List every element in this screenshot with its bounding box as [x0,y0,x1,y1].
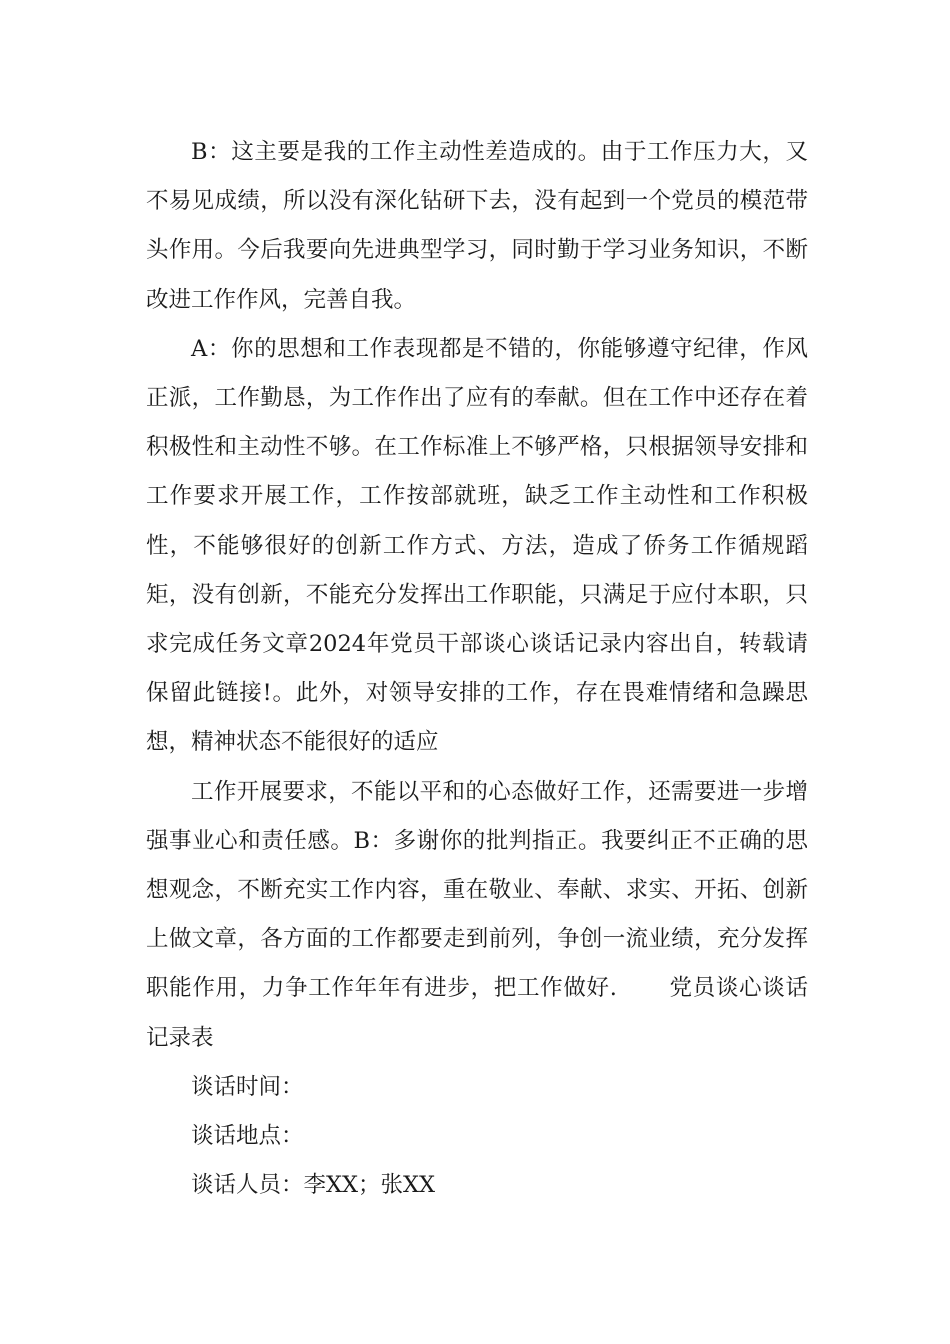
record-table-heading: 党员谈心谈话记录表 [146,975,808,1051]
talk-time-field: 谈话时间： [191,1073,304,1100]
talk-location-field: 谈话地点： [191,1123,304,1150]
paragraph-b-reply: B：这主要是我的工作主动性差造成的。由于工作压力大，又不易见成绩，所以没有深化钻研下去，没有起到一个党员的模范带头作用。今后我要向先进典型学习，同时勤于学习业务知识，不断改进工作作风，完善自我。 [146,139,808,313]
paragraph-work-requirements-text: 工作开展要求，不能以平和的心态做好工作，还需要进一步增强事业心和责任感。B：多谢你的批判指正。我要纠正不正确的思想观念，不断充实工作内容，重在敬业、奉献、求实、开拓、创新上做文章，各方面的工作都要走到前列，争创一流业绩，充分发挥职能作用，力争工作年年有进步，把工作做好. [146,778,808,1002]
talk-participants-field: 谈话人员：李XX；张XX [191,1172,436,1199]
paragraph-work-requirements [146,768,808,1063]
document-page [146,128,808,1210]
paragraph-a-comment: A：你的思想和工作表现都是不错的，你能够遵守纪律，作风正派，工作勤恳，为工作作出了应有的奉献。但在工作中还存在着积极性和主动性不够。在工作标准上不够严格，只根据领导安排和工作要求开展工作，工作按部就班，缺乏工作主动性和工作积极性，不能够很好的创新工作方式、方法，造成了侨务工作循规蹈矩，没有创新，不能充分发挥出工作职能，只满足于应付本职，只求完成任务文章2024年党员干部谈心谈话记录内容出自，转载请保留此链接!。此外，对领导安排的工作，存在畏难情绪和急躁思想，精神状态不能很好的适应 [146,335,808,756]
